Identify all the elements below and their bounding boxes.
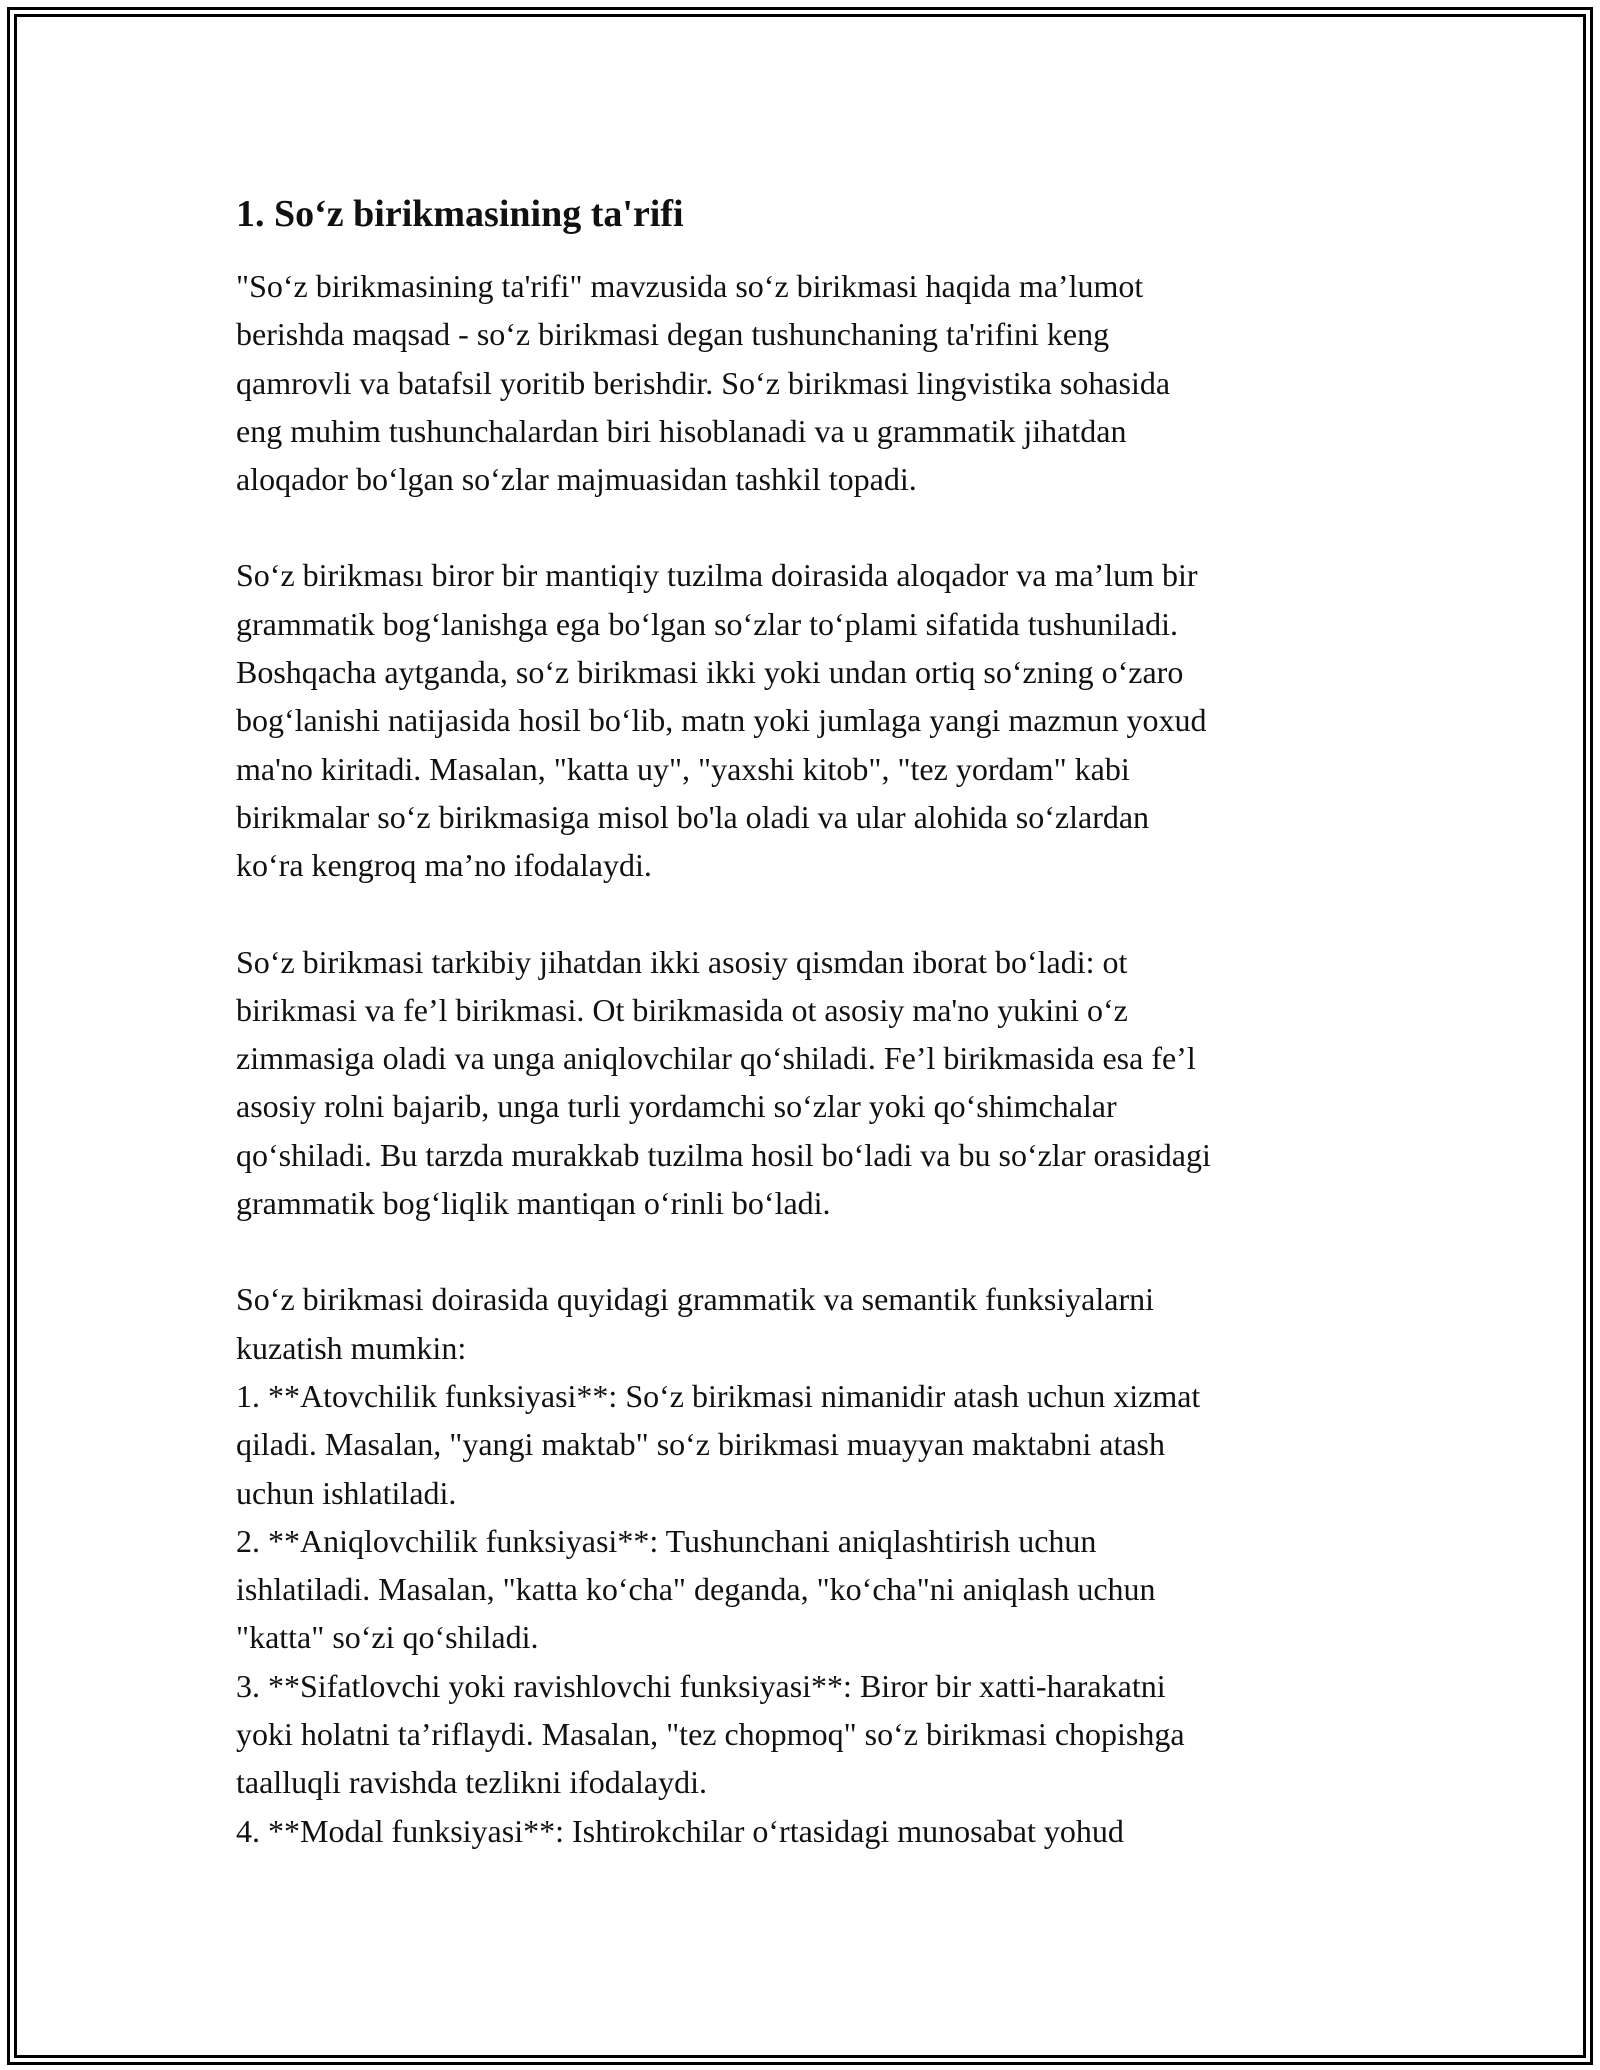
paragraph-definition-intro: "So‘z birikmasining ta'rifi" mavzusida so‘z birikmasi haqida ma’lumot berishda maqsad - so‘z birikmasi degan tushunchaning ta'rifini keng qamrovli va batafsil yoritib berishdir. So‘z birikmasi lingvistika sohasida eng muhim tushunchalardan biri hisoblanadi va u grammatik jihatdan aloqador bo‘lgan so‘zlar majmuasidan tashkil topadi. — [236, 268, 1171, 498]
paragraph-definition-detail: So‘z birikması biror bir mantiqiy tuzilma doirasida aloqador va ma’lum bir grammatik bog‘lanishga ega bo‘lgan so‘zlar to‘plami sifatida tushuniladi. Boshqacha aytganda, so‘z birikmasi ikki yoki undan ortiq so‘zning o‘zaro bog‘lanishi natijasida hosil bo‘lib, matn yoki jumlaga yangi mazmun yoxud ma'no kiritadi. Masalan, "katta uy", "yaxshi kitob", "tez yordam" kabi birikmalar so‘z birikmasiga misol bo'la oladi va ular alohida so‘zlardan ko‘ra kengroq ma’no ifodalaydi. — [236, 557, 1207, 884]
paragraph-structure: So‘z birikmasi tarkibiy jihatdan ikki asosiy qismdan iborat bo‘ladi: ot birikmasi va fe’l birikmasi. Ot birikmasida ot asosiy ma'no yukini o‘z zimmasiga oladi va unga aniqlovchilar qo‘shiladi. Fe’l birikmasida esa fe’l asosiy rolni bajarib, unga turli yordamchi so‘zlar yoki qo‘shimchalar qo‘shiladi. Bu tarzda murakkab tuzilma hosil bo‘ladi va bu so‘zlar orasidagi grammatik bog‘liqlik mantiqan o‘rinli bo‘ladi. — [236, 943, 1211, 1222]
section-heading: 1. So‘z birikmasining ta'rifi — [236, 193, 684, 235]
document-body — [236, 186, 1376, 1855]
paragraph-functions-list: So‘z birikmasi doirasida quyidagi grammatik va semantik funksiyalarni kuzatish mumkin: 1. **Atovchilik funksiyasi**: So‘z birikmasi nimanidir atash uchun xizmat qiladi. Masalan, "yangi maktab" so‘z birikmasi muayyan maktabni atash uchun ishlatiladi. 2. **Aniqlovchilik funksiyasi**: Tushunchani aniqlashtirish uchun ishlatiladi. Masalan, "katta ko‘cha" deganda, "ko‘cha"ni aniqlash uchun "katta" so‘zi qo‘shiladi. 3. **Sifatlovchi yoki ravishlovchi funksiyasi**: Biror bir xatti-harakatni yoki holatni ta’riflaydi. Masalan, "tez chopmoq" so‘z birikmasi chopishga taalluqli ravishda tezlikni ifodalaydi. 4. **Modal funksiyasi**: Ishtirokchilar o‘rtasidagi munosabat yohud — [236, 1281, 1201, 1849]
